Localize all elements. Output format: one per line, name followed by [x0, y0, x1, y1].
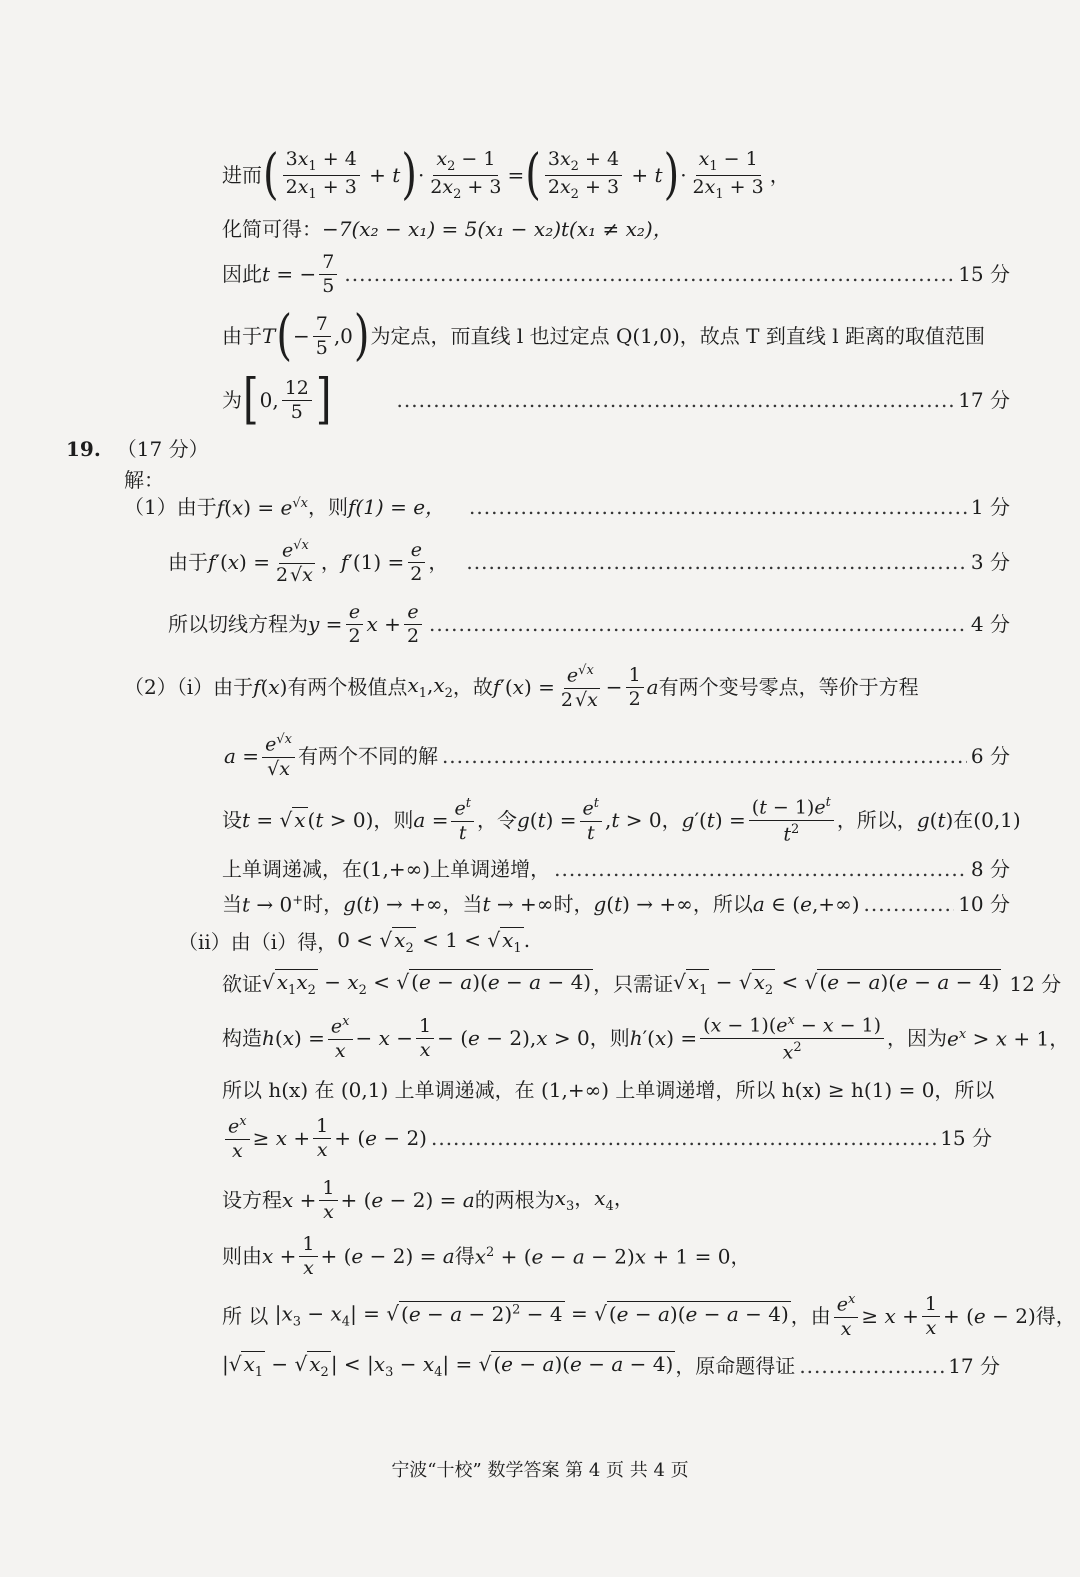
page-footer: 宁波“十校” 数学答案 第 4 页 共 4 页: [391, 1460, 689, 1481]
solution-label: [124, 468, 164, 492]
text: 时，: [553, 892, 594, 916]
text: 所以 h(x) 在 (0,1) 上单调递减，在 (1,+∞) 上单调递增，所以 h(x) ≥ h(1) = 0，所以: [222, 1078, 995, 1102]
text: ，因为: [887, 1026, 948, 1050]
part2ii-line-a: （ii）由（i）得， 0 < √ $x_2 < 1$ < √ $x_1$ .: [178, 927, 531, 956]
dot-leader: [442, 746, 967, 766]
text: ，故: [452, 675, 493, 699]
text: 在(0,1): [953, 808, 1021, 832]
text: 欲证: [222, 972, 262, 996]
score: 8 分: [970, 857, 1010, 881]
score: 4 分: [970, 612, 1010, 636]
text: ，由: [790, 1304, 831, 1328]
text: 构造: [222, 1026, 262, 1050]
equation: −7(x₂ − x₁) = 5(x₁ − x₂)t(x₁ ≠ x₂)，: [322, 217, 673, 241]
text: 则由: [222, 1244, 262, 1268]
text: 因此: [222, 262, 262, 286]
text: 为: [222, 388, 242, 412]
text: （1）由于: [124, 495, 217, 519]
text: 设方程: [222, 1188, 282, 1212]
score: 6 分: [970, 744, 1010, 768]
text: 所 以: [222, 1304, 269, 1328]
part2ii-line-b: 欲证 √ $x_1x_2 - x_2$ < √ (e − a)(e − a − 4) ，只需证 √ $x_1$ − √ $x_2$ < √ (e − a)(e − a − 4) 12 分: [222, 969, 1062, 998]
text: 进而: [222, 163, 262, 187]
part2-line-e: 当 t → 0+ 时， g(t) → +∞ ，当 t → +∞ 时， g(t) → +∞ ，所以 a ∈ (e,+∞) ..... 10 分: [222, 890, 1010, 918]
dot-leader: [864, 894, 955, 914]
part1-line-b: 由于 f′(x) = $\frac{e^{√x}}{2 √x}$ ，f′(1) = $\frac{e}{2}$ ， ..... 3 分: [168, 534, 1010, 590]
line-range: 为 [ 0, $\frac{12}{5}$ ] ..... 17 分: [222, 372, 1010, 428]
dot-leader: [429, 614, 967, 634]
part2ii-line-f: 设方程 x + $\frac{1}{x}$ + (e − 2) = a 的两根为 $x_3$，$x_4$，: [222, 1176, 634, 1223]
score: 15 分: [940, 1126, 992, 1150]
text: 有两个极值点: [287, 675, 408, 699]
text: ，则: [308, 495, 348, 519]
score: 1 分: [970, 495, 1010, 519]
text: ，所以，: [836, 808, 917, 832]
text: （2）（i）由于: [124, 675, 254, 699]
text: ，当: [442, 892, 483, 916]
part2ii-line-h: 所 以 $|x_3 - x_4|$ = √ $(e - a - 2)^2 - 4$ = √ (e − a)(e − a − 4) ，由 $\frac{e^x}{x}$ ≥ x + $\frac{1}{x}$ + (e − 2) 得，: [222, 1292, 1076, 1340]
text: 得: [454, 1244, 475, 1268]
score: 15 分: [958, 262, 1010, 286]
dot-leader: [431, 1128, 936, 1148]
text: f(1) = e，: [348, 495, 446, 519]
part2ii-line-c: 构造 h(x) = $\frac{e^x}{x}$ − x − $\frac{1}{x}$ − (e − 2),x > 0 ，则 h′(x) = $\frac{(x - 1)(e^x - x - 1)}{x^2}$ ，因为 $e^x > x + 1$，: [222, 1013, 1070, 1063]
text: ，则: [373, 808, 414, 832]
text: 由于: [168, 550, 208, 574]
part2-line-d: [222, 856, 1010, 882]
text: 有两个变号零点，等价于方程: [658, 675, 919, 699]
text: 的两根为: [474, 1188, 555, 1212]
text: 上单调递减，在(1,+∞)上单调递增，: [222, 857, 551, 881]
part2-line-b: a = $\frac{e^{√x}}{√x}$ 有两个不同的解 ..... 6 分: [224, 728, 1010, 784]
question-19-header: [66, 436, 209, 462]
part2-line-c: 设 t = √ x (t > 0) ，则 a = $\frac{e^t}{t}$ ，令 g(t) = $\frac{e^t}{t}$ ,t > 0，g′(t) = $\frac{(t - 1)e^t}{t^2}$ ，所以， g(t) 在(0,1): [222, 795, 1021, 845]
text: 为定点，而直线 l 也过定点 Q(1,0)，故点 T 到直线 l 距离的取值范围: [370, 324, 985, 348]
line-fixed-point: 由于 T ( − $\frac{7}{5}$ ,0 ) 为定点，而直线 l 也过定点 Q(1,0)，故点 T 到直线 l 距离的取值范围: [222, 304, 985, 368]
dot-leader: [466, 552, 967, 572]
dot-leader: [554, 859, 967, 879]
part1-line-a: （1）由于 $f(x) = e^{√x}$ ，则 f(1) = e， ..... 1 分: [124, 492, 1010, 522]
dot-leader: [469, 497, 967, 517]
score: 12 分: [1009, 972, 1062, 996]
dot-leader: [344, 264, 954, 284]
line-jiner: 进而 ( $\frac{3x_1 + 4}{2x_1 + 3}$ + t ) · $\frac{x_2 - 1}{2x_2 + 3}$ = ( $\frac{3x_2 + 4}{2x_2 + 3}$ + t ) · $\frac{x_1 - 1}{2x_1 + 3}$ ，: [222, 143, 790, 207]
text: （ii）由（i）得，: [178, 930, 338, 954]
text: 化简可得：: [222, 217, 322, 241]
text: ，所以: [692, 892, 753, 916]
text: 设: [222, 808, 242, 832]
part1-line-c: 所以切线方程为 y = $\frac{e}{2}$ x + $\frac{e}{2}$ ..... 4 分: [168, 598, 1010, 650]
part2ii-line-g: 则由 x + $\frac{1}{x}$ + (e − 2) = a 得 $x^2 + (e - a - 2)x + 1 = 0$，: [222, 1232, 751, 1279]
score: 3 分: [970, 550, 1010, 574]
text: ，则: [589, 1026, 630, 1050]
text: ，原命题得证: [675, 1354, 796, 1378]
text: 得，: [1035, 1304, 1076, 1328]
score: 17 分: [948, 1354, 1000, 1378]
part2ii-line-i: |√ $x_1$ − √ $x_2$ | < $|x_3 - x_4|$ = √ (e − a)(e − a − 4) ，原命题得证 ..... 17 分: [222, 1350, 1000, 1382]
dot-leader: [799, 1356, 944, 1376]
text: 所以切线方程为: [168, 612, 308, 636]
line-therefore-t: 因此 t = − $\frac{7}{5}$ ..... 15 分: [222, 248, 1010, 300]
part2-line-a: （2）（i）由于 f(x) 有两个极值点 $x_1,x_2$ ，故 f′(x) = $\frac{e^{√x}}{2 √x}$ − $\frac{1}{2}$ a 有两个变号零点，等价于方程: [124, 663, 919, 711]
text: 有两个不同的解: [297, 744, 438, 768]
question-points: （17 分）: [116, 437, 209, 461]
part2ii-line-d: [222, 1076, 994, 1104]
text: 由于: [222, 324, 262, 348]
text: 解：: [124, 468, 164, 492]
text: 时，: [303, 892, 344, 916]
score: 10 分: [958, 892, 1010, 916]
question-number: 19.: [66, 437, 101, 461]
text: 当: [222, 892, 242, 916]
dot-leader: [397, 390, 955, 410]
text: ，令: [476, 808, 517, 832]
text: ，只需证: [593, 972, 674, 996]
score: 17 分: [958, 388, 1010, 412]
line-simplify: [222, 215, 673, 243]
part2ii-line-e: $\frac{e^x}{x}$ ≥ x + $\frac{1}{x}$ + (e − 2) ..... 15 分: [222, 1110, 992, 1166]
